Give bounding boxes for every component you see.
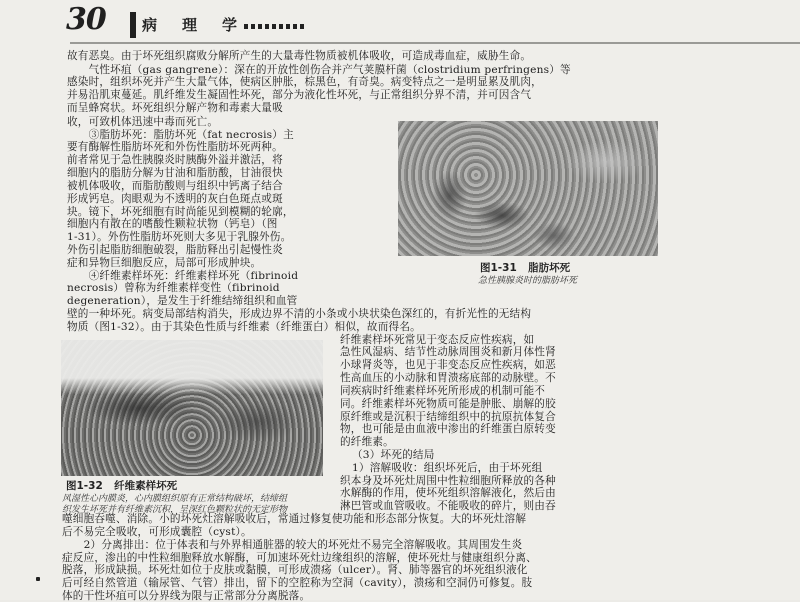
figure-fat-necrosis-image [398,121,658,256]
text-line: 而呈蜂窝状。坏死组织分解产物和毒素大量吸 [67,102,283,114]
text-line: 纤维素样坏死常见于变态反应性疾病，如 [340,334,535,346]
text-line: 织本身及坏死灶周围中性粒细胞所释放的各种 [340,475,556,487]
text-line: 故有恶臭。由于坏死组织腐败分解所产生的大量毒性物质被机体吸收，可造成毒血症，威胁生命。 [67,50,532,62]
text-line: 原纤维或是沉积于结缔组织中的抗原抗体复合 [340,411,556,423]
text-line: 小球肾炎等，也见于非变态反应性疾病，如恶 [340,359,556,371]
text-line: 体的干性坏疽可以分界线为限与正常部分分离脱落。 [62,590,311,602]
text-line: 症反应，渗出的中性粒细胞释放水解酶，可加速坏死灶边缘组织的溶解，使坏死灶与健康组织分离、 [62,552,537,564]
header-dots [244,24,304,29]
text-line: 脱落，形成缺损。坏死灶如位于皮肤或黏膜，可形成溃疡（ulcer）。肾、肺等器官的坏死组织液化 [62,564,528,576]
text-line: 并易沿肌束蔓延。肌纤维发生凝固性坏死，部分为液化性坏死，与正常组织分界不清，并可因含气 [67,89,532,101]
figure-1-title: 脂肪坏死 [528,262,571,274]
text-line: 噬细胞吞噬、消除。小的坏死灶溶解吸收后，常通过修复使功能和形态部分恢复。大的坏死灶溶解 [62,513,527,525]
text-line: 症和异物巨细胞反应，局部可形成肿块。 [67,257,262,269]
text-line: 形成钙皂。肉眼观为不透明的灰白色斑点或斑 [67,193,283,205]
text-line: 细胞内的脂肪分解为甘油和脂肪酸，甘油很快 [67,167,283,179]
header-bar [130,12,136,38]
text-line: 物质（图1-32）。由于其染色性质与纤维素（纤维蛋白）相似，故而得名。 [67,321,421,333]
text-line: 急性风湿病、结节性动脉周围炎和新月体性肾 [340,346,556,358]
figure-2-caption-title [66,480,177,492]
running-title: 病 理 学 [142,16,243,34]
text-line: 物，也可能是由血液中渗出的纤维蛋白原转变 [340,423,556,435]
figure-2-number: 图1-32 [66,480,103,492]
text-line: 要有酶解性脂肪坏死和外伤性脂肪坏死两种。 [67,141,283,153]
text-line: 气性坏疽（gas gangrene）：深在的开放性创伤合并产气荚膜杆菌（clostridium perfringens）等 [67,64,571,76]
text-line: ③脂肪坏死：脂肪坏死（fat necrosis）主 [67,129,294,141]
text-line: 后可经自然管道（输尿管、气管）排出，留下的空腔称为空洞（cavity），溃疡和空洞仍可修复。肢 [62,577,533,589]
header-rule [70,42,800,44]
figure-2-caption-line2: 织发生坏死并有纤维素沉积，呈深红色颗粒状的无定形物 [62,505,288,515]
page-mark [36,577,40,581]
text-line: ④纤维素样坏死：纤维素样坏死（fibrinoid [67,270,299,282]
text-line: 壁的一种坏死。病变局部结构消失，形成边界不清的小条或小块状染色深红的，有折光性的无结构 [67,308,532,320]
text-line: 水解酶的作用，使坏死组织溶解液化，然后由 [340,487,556,499]
text-line: 的纤维素。 [340,436,394,448]
page-number: 30 [66,2,106,37]
text-line: degeneration），是发生于纤维结缔组织和血管 [67,295,298,307]
text-line: 感染时，组织坏死并产生大量气体，使病区肿胀，棕黑色，有奇臭。病变特点之一是明显累及肌肉， [67,76,542,88]
text-line: 淋巴管或血管吸收。不能吸收的碎片，则由吞 [340,500,556,512]
text-line: 1）溶解吸收：组织坏死后，由于坏死组 [352,462,543,474]
text-line: 细胞内有散在的嗜酸性颗粒状物（钙皂）（图 [67,218,278,230]
text-line: necrosis）曾称为纤维素样变性（fibrinoid [67,282,280,294]
page-header [30,0,800,44]
figure-1-caption: 急性胰腺炎时的脂肪坏死 [478,276,578,286]
text-line: 2）分离排出：位于体表和与外界相通脏器的较大的坏死灶不易完全溶解吸收。其周围发生炎 [62,539,523,551]
text-line: 外伤引起脂肪细胞破裂，脂肪释出引起慢性炎 [67,244,283,256]
figure-1-number: 图1-31 [480,262,517,274]
text-line: 块。镜下，坏死细胞有时尚能见到模糊的轮廓， [67,206,294,218]
text-line: 同疾病时纤维素样坏死所形成的机制可能不 [340,385,546,397]
section-heading: （3）坏死的结局 [352,449,435,461]
figure-2-caption-line1: 风湿性心内膜炎，心内膜组织原有正常结构破坏，结缔组 [62,494,288,504]
text-line: 前者常见于急性胰腺炎时胰酶外溢并激活，将 [67,154,283,166]
figure-fibrinoid-necrosis-image [61,340,323,476]
text-line: 1-31）。外伤性脂肪坏死则大多见于乳腺外伤。 [67,231,292,243]
text-line: 性高血压的小动脉和胃溃疡底部的动脉壁。不 [340,372,556,384]
text-line: 后不易完全吸收，可形成囊腔（cyst）。 [62,526,252,538]
text-line: 同。纤维素样坏死物质可能是肿胀、崩解的胶 [340,398,556,410]
figure-1-caption-title [480,262,570,274]
figure-2-title: 纤维素样坏死 [114,480,178,492]
text-line: 收，可致机体迅速中毒而死亡。 [67,116,219,128]
text-line: 被机体吸收，而脂肪酸则与组织中钙离子结合 [67,180,283,192]
